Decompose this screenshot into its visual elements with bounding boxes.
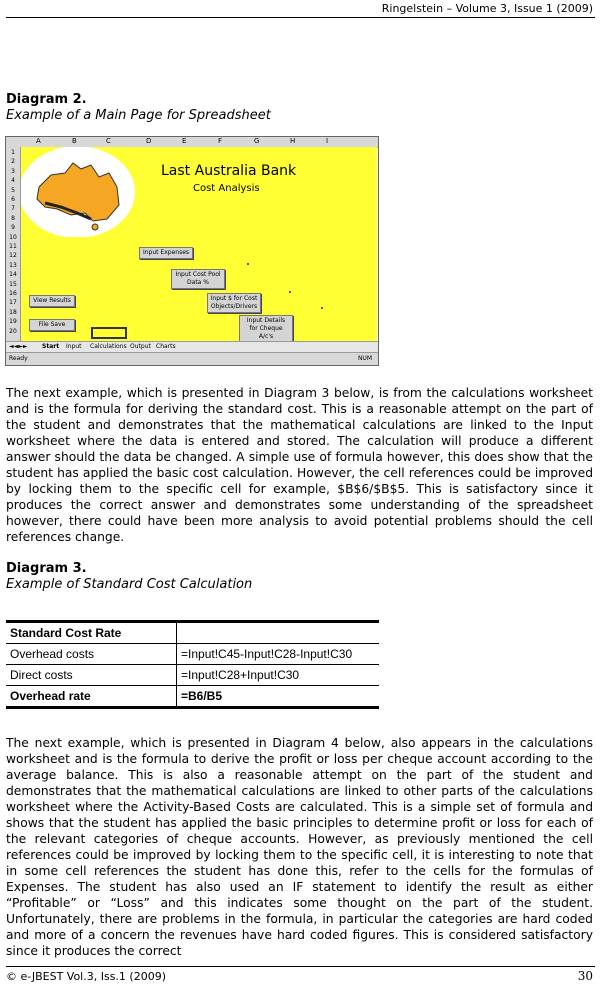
sheet-tabs-bar	[6, 341, 378, 352]
dot-marker	[321, 307, 323, 309]
row-number: 14	[9, 271, 17, 279]
row-label: Overhead costs	[6, 644, 177, 665]
col-d: D	[146, 137, 152, 145]
header-rule	[6, 17, 595, 18]
col-c: C	[106, 137, 111, 145]
dot-marker	[289, 291, 291, 293]
row-number: 2	[11, 158, 15, 166]
row-label: Standard Cost Rate	[6, 622, 177, 644]
standard-cost-table	[6, 620, 379, 709]
running-head: Ringelstein – Volume 3, Issue 1 (2009)	[381, 2, 593, 15]
row-formula: =B6/B5	[177, 686, 380, 708]
footer-rule	[6, 966, 595, 967]
page-number: 30	[577, 969, 593, 983]
input-expenses-button[interactable]: Input Expenses	[139, 247, 193, 259]
tab-charts[interactable]: Charts	[156, 343, 176, 350]
input-cost-objects-button[interactable]: Input $ for Cost Objects/Drivers	[207, 293, 261, 313]
row-number: 5	[11, 186, 15, 194]
row-number: 20	[9, 327, 17, 335]
tab-input[interactable]: Input	[66, 343, 82, 350]
table-row	[6, 622, 379, 644]
row-number: 7	[11, 205, 15, 213]
row-number: 13	[9, 261, 17, 269]
row-formula: =Input!C45-Input!C28-Input!C30	[177, 644, 380, 665]
col-a: A	[36, 137, 41, 145]
row-number: 15	[9, 280, 17, 288]
table-row	[6, 686, 379, 708]
row-number: 9	[11, 224, 15, 232]
row-number: 10	[9, 233, 17, 241]
col-b: B	[72, 137, 77, 145]
col-f: F	[218, 137, 223, 145]
spreadsheet-screenshot	[5, 136, 379, 366]
col-e: E	[182, 137, 187, 145]
row-number: 18	[9, 308, 17, 316]
row-number: 1	[11, 149, 15, 156]
sheet-title: Last Australia Bank	[161, 163, 297, 179]
input-details-button[interactable]: Input Details for Cheque A/c's	[239, 315, 293, 343]
status-bar	[6, 352, 378, 366]
sheet-subtitle: Cost Analysis	[193, 183, 260, 194]
diagram2-caption: Example of a Main Page for Spreadsheet	[6, 108, 271, 123]
view-results-button[interactable]: View Results	[29, 295, 75, 307]
row-number: 19	[9, 318, 17, 326]
col-g: G	[254, 137, 260, 145]
col-i: I	[326, 137, 329, 145]
tasmania-icon	[92, 224, 98, 230]
selected-cell-highlight	[91, 327, 127, 339]
table-row	[6, 644, 379, 665]
row-label: Overhead rate	[6, 686, 177, 708]
row-formula: =Input!C28+Input!C30	[177, 665, 380, 686]
diagram3-caption: Example of Standard Cost Calculation	[6, 577, 253, 592]
row-formula	[177, 622, 380, 644]
tab-start[interactable]: Start	[42, 343, 60, 350]
row-number: 6	[11, 196, 15, 203]
tab-nav-arrows[interactable]: ◄◄►►	[9, 343, 28, 350]
file-save-button[interactable]: File Save	[29, 319, 75, 331]
paragraph-1: The next example, which is presented in Diagram 3 below, is from the calculations worksheet and is the formula for deriving the standard cost. This is a reasonable attempt on the part of the student and demonstrates that the mathematical calculations are linked to the Input worksheet where the data is entered and stored. The calculation will produce a different answer should the data be changed. A simple use of formula however, this does show that the student has applied the basic cost calculation. However, the cell references could be improved by locking them to the specific cell for example, $B$6/$B$5. This is satisfactory since it produces the correct answer and demonstrates some understanding of the spreadsheet however, there could have been more analysis to avoid potential problems should the cell references change.	[6, 386, 593, 544]
row-number: 16	[9, 290, 17, 297]
col-h: H	[290, 137, 296, 145]
tab-output[interactable]: Output	[130, 343, 151, 350]
footer-copyright: © e-JBEST Vol.3, Iss.1 (2009)	[6, 970, 167, 983]
row-number: 12	[9, 252, 17, 260]
diagram2-label: Diagram 2.	[6, 92, 87, 107]
diagram3-label: Diagram 3.	[6, 561, 87, 576]
input-cost-pool-button[interactable]: Input Cost Pool Data %	[171, 269, 225, 289]
row-number: 11	[9, 243, 17, 250]
dot-marker	[247, 263, 249, 265]
row-number: 3	[11, 167, 15, 175]
tab-calculations[interactable]: Calculations	[90, 343, 127, 350]
row-number: 17	[9, 299, 17, 307]
row-header-bar	[6, 147, 21, 341]
row-number: 8	[11, 214, 15, 222]
row-number: 4	[11, 177, 15, 185]
status-ready: Ready	[9, 355, 28, 362]
table-row	[6, 665, 379, 686]
australia-map-logo	[21, 147, 141, 237]
sheet-canvas	[21, 147, 377, 341]
row-label: Direct costs	[6, 665, 177, 686]
status-num: NUM	[357, 355, 372, 362]
paragraph-2: The next example, which is presented in Diagram 4 below, also appears in the calculations worksheet and is the formula to derive the profit or loss per cheque account according to the average balance. This is also a reasonable attempt on the part of the student and demonstrates that the mathematical calculations are linked to other parts of the calculations worksheet where the Activity-Based Costs are calculated. This is a simple set of formula and shows that the student has applied the basic principles to determine profit or loss for each of the relevant categories of cheque accounts. However, as previously mentioned the cell references could be improved by locking them to the specific cell, it is interesting to note that in some cell references the student has done this, refer to the cells for the formulas of Expenses. The student has also used an IF statement to identify the result as either “Profitable” or “Loss” and this indicates some thought on the part of the student. Unfortunately, there are problems in the formula, in particular the categories are hard coded and more of a concern the revenues have hard coded figures. This is considered satisfactory since it produces the correct	[6, 736, 593, 958]
